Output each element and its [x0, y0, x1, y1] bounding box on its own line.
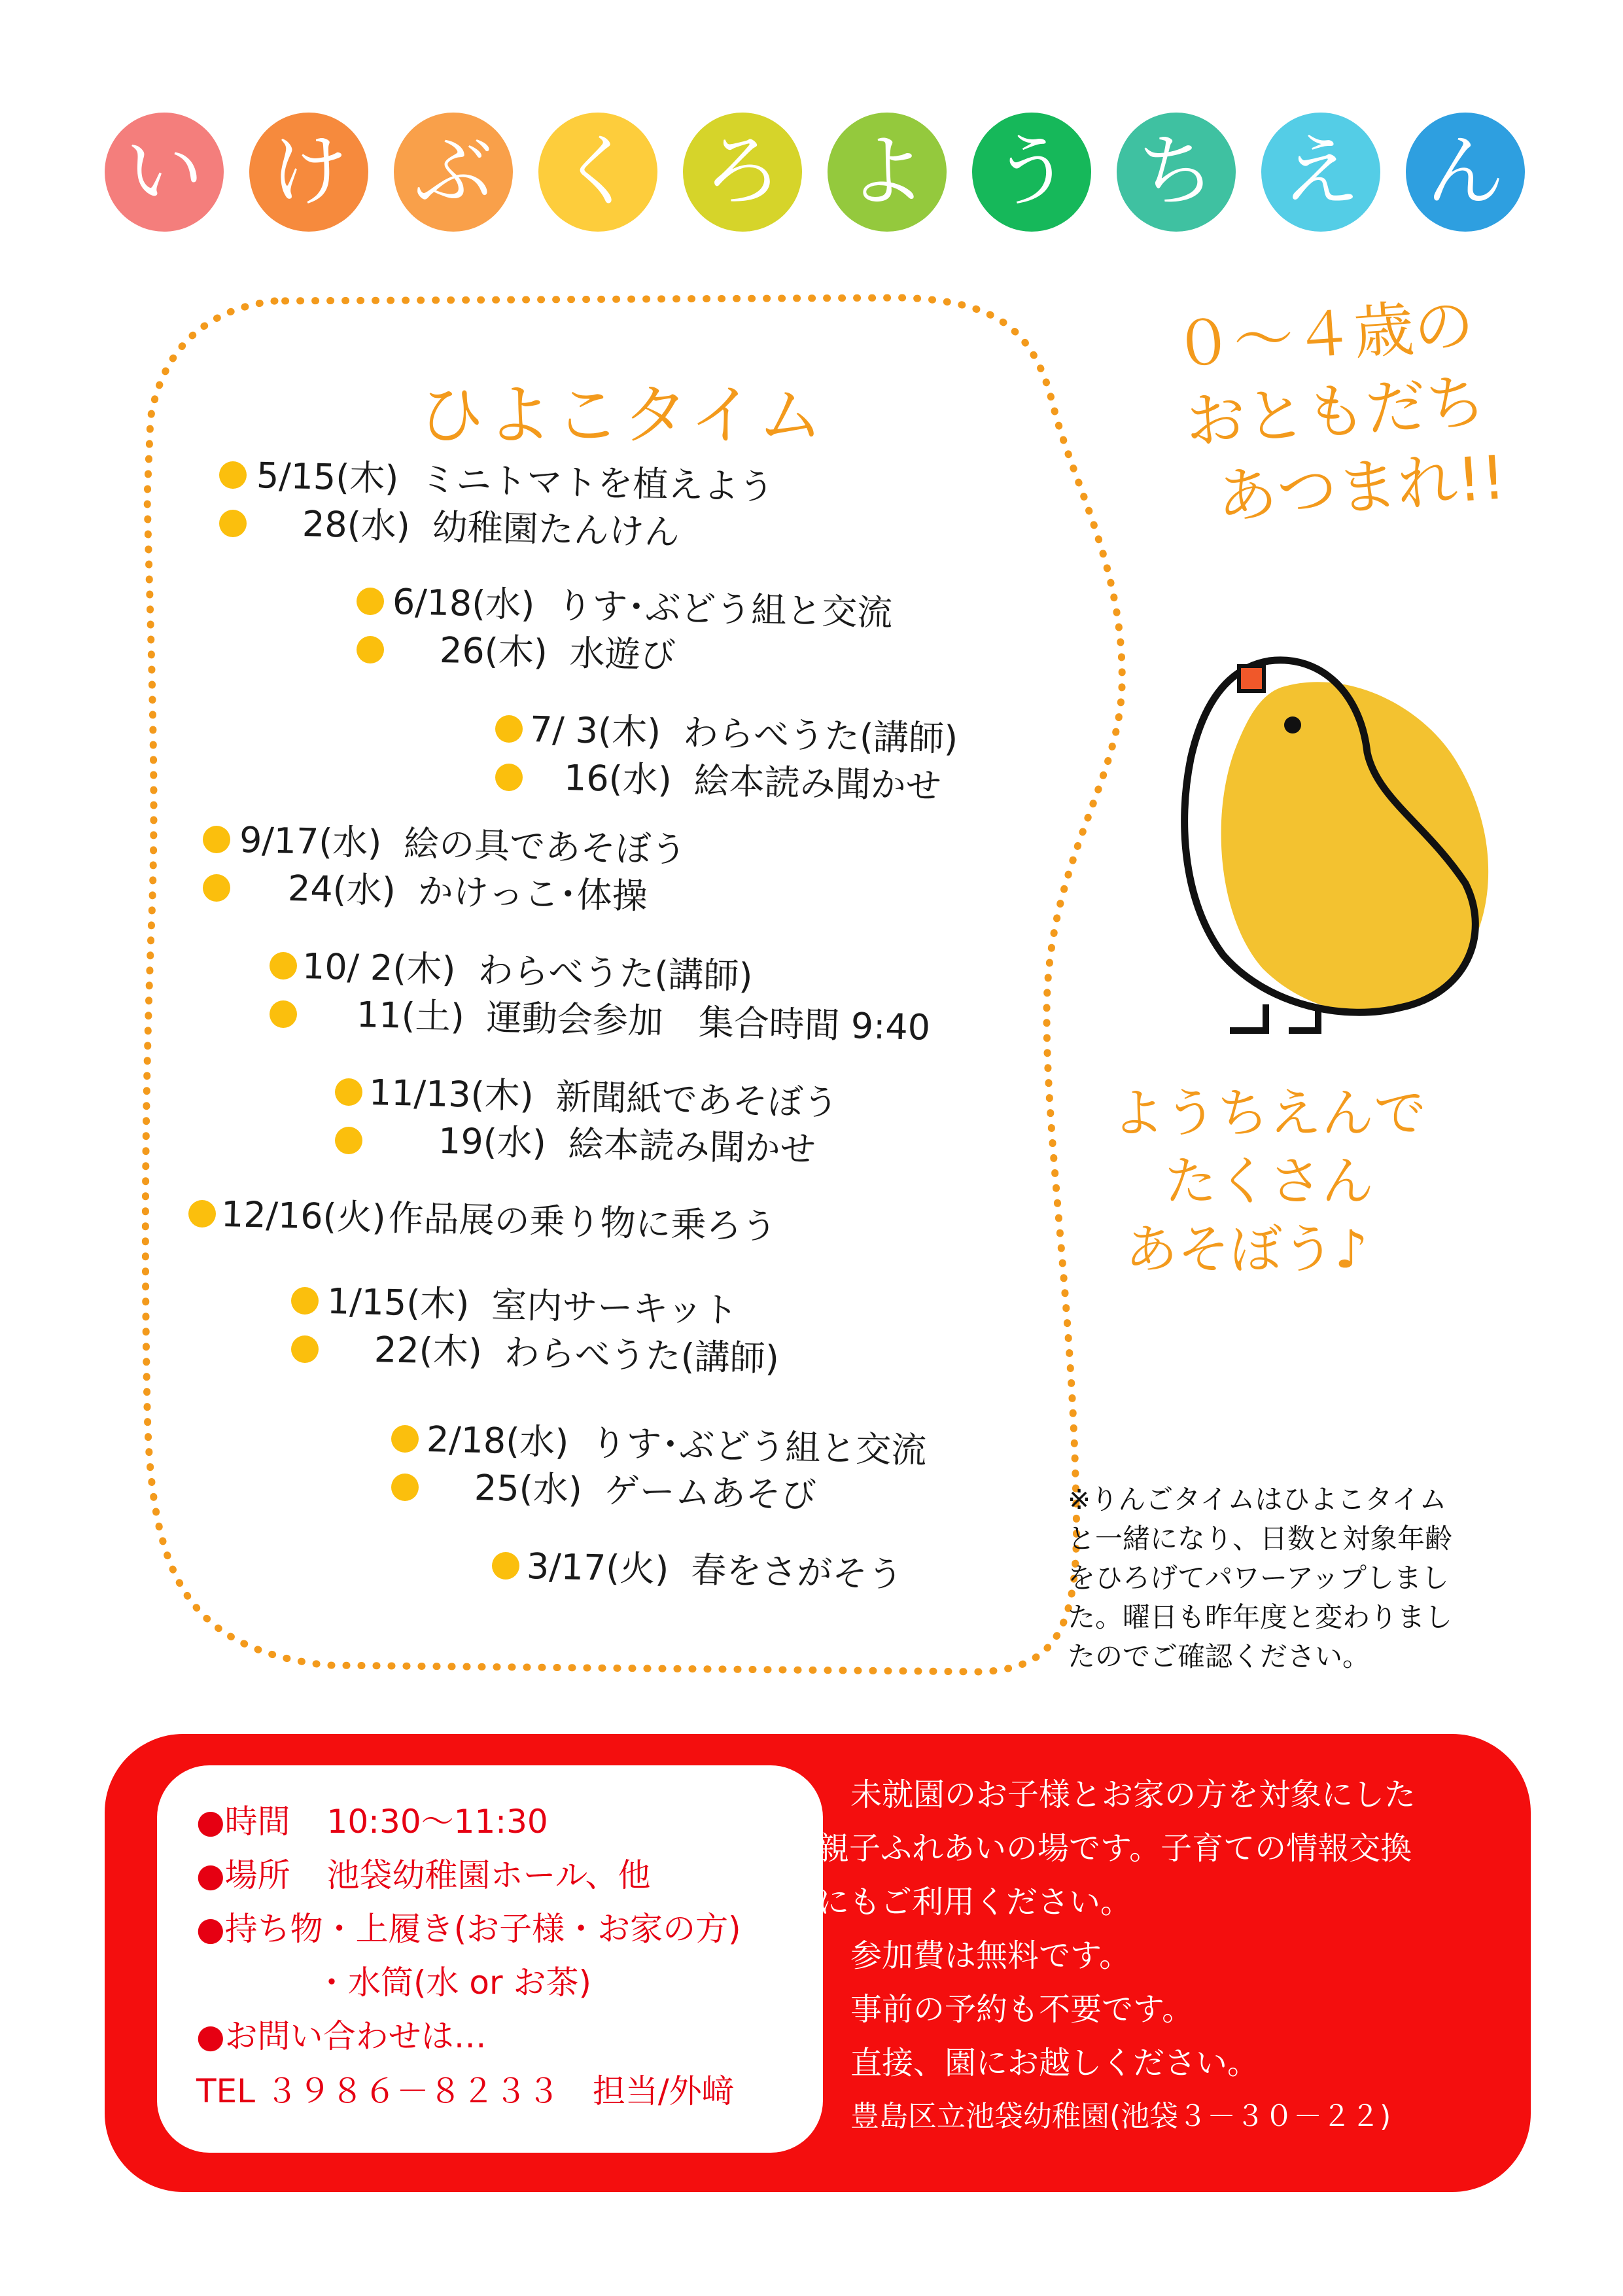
event-text: わらべうた(講師): [682, 712, 958, 760]
event-date: 7/ 3(木): [529, 709, 661, 753]
event-text: 幼稚園たんけん: [432, 506, 680, 554]
title-char-5: ろ: [683, 113, 802, 232]
event-text: 絵の具であそぼう: [403, 822, 687, 871]
info-place-value: 池袋幼稚園ホール、他: [326, 1856, 651, 1894]
event-date: 11(土): [356, 994, 465, 1038]
info-time-label: ●時間: [196, 1803, 290, 1841]
event-text: 室内サーキット: [491, 1284, 739, 1332]
event-text: ミニトマトを植えよう: [420, 458, 775, 508]
event-item: [526, 1544, 903, 1598]
note-text: [1068, 1480, 1499, 1676]
event-item: [474, 1465, 816, 1519]
info-panel: [105, 1734, 1531, 2192]
event-text: 運動会参加 集合時間 9:40: [486, 997, 931, 1048]
event-text: かけっこ･体操: [417, 870, 648, 917]
event-date: 11/13(木): [368, 1072, 534, 1117]
description: [818, 1768, 1511, 2144]
event-item: [302, 944, 753, 1000]
catchphrase-top: [1171, 285, 1508, 539]
description-line: 事前の予約も不要です。: [850, 1991, 1194, 2028]
event-date: 22(木): [374, 1329, 483, 1373]
catchphrase-bottom: [1112, 1080, 1426, 1284]
event-bullet: [391, 1474, 419, 1501]
note-line: と一緒になり、日数と対象年齢: [1068, 1523, 1453, 1555]
event-bullet: [188, 1200, 216, 1227]
event-date: 16(水): [563, 757, 672, 801]
event-bullet: [270, 1000, 297, 1028]
info-tel: TEL ３９８６－８２３３ 担当/外﨑: [196, 2072, 735, 2110]
catchphrase-line: おともだち: [1183, 366, 1488, 457]
description-line: 参加費は無料です。: [850, 1937, 1131, 1974]
event-date: 26(木): [439, 629, 548, 673]
title-char-10: ん: [1406, 113, 1525, 232]
event-item: [239, 817, 687, 873]
info-items-label: ●持ち物・: [196, 1910, 356, 1948]
description-line: 親子ふれあいの場です。子育ての情報交換: [818, 1830, 1412, 1867]
title-char-3: ぶ: [394, 113, 513, 232]
event-bullet: [357, 588, 384, 615]
description-line: 直接、園にお越しください。: [850, 2045, 1259, 2081]
event-date: 1/15(木): [326, 1280, 470, 1325]
title-row: [0, 0, 1623, 236]
event-bullet: [335, 1127, 362, 1154]
event-date: 3/17(火): [526, 1545, 670, 1590]
description-line: 未就園のお子様とお家の方を対象にした: [850, 1776, 1416, 1813]
event-text: わらべうた(講師): [504, 1332, 780, 1380]
event-text: りす･ぶどう組と交流: [556, 584, 893, 634]
title-char-7: う: [972, 113, 1091, 232]
description-line: にもご利用ください。: [818, 1884, 1132, 1920]
event-item: [374, 1327, 779, 1382]
schedule-heading: ひよこタイム: [419, 377, 826, 453]
event-date: 25(水): [474, 1467, 583, 1511]
title-char-2: け: [249, 113, 368, 232]
event-bullet: [291, 1335, 319, 1363]
title-char-1: い: [105, 113, 224, 232]
event-item: [287, 866, 648, 919]
event-text: ゲームあそび: [604, 1470, 817, 1516]
event-item: [220, 1192, 777, 1250]
description-line: 豊島区立池袋幼稚園(池袋３－３０－２２): [850, 2100, 1391, 2133]
event-item: [563, 755, 941, 809]
event-date: 10/ 2(木): [302, 945, 457, 991]
event-date: 9/17(水): [239, 819, 383, 864]
event-date: 6/18(水): [392, 581, 536, 626]
event-date: 5/15(木): [256, 455, 400, 499]
event-bullet: [219, 510, 247, 537]
event-text: 春をさがそう: [690, 1549, 903, 1596]
info-items-2: ・水筒(水 or お茶): [315, 1964, 591, 2002]
catchphrase-line: あそぼう♪: [1125, 1219, 1369, 1280]
event-bullet: [203, 826, 230, 853]
title-char-4: く: [538, 113, 657, 232]
event-bullet: [391, 1425, 419, 1453]
event-text: わらべうた(講師): [477, 949, 754, 997]
event-date: 28(水): [302, 503, 411, 547]
event-bullet: [291, 1287, 319, 1315]
event-date: 2/18(水): [426, 1419, 570, 1463]
event-bullet: [492, 1552, 519, 1580]
chick-illustration: [1151, 628, 1544, 1047]
event-bullet: [219, 461, 247, 489]
note-line: をひろげてパワーアップしまし: [1068, 1562, 1449, 1594]
event-bullet: [495, 764, 523, 791]
event-text: 水遊び: [569, 632, 676, 677]
info-box: [157, 1765, 823, 2153]
event-text: 絵本読み聞かせ: [568, 1123, 816, 1171]
title-char-9: え: [1261, 113, 1380, 232]
event-item: [356, 992, 931, 1051]
info-items-value: 上履き(お子様・お家の方): [355, 1910, 741, 1948]
info-place: [196, 1849, 651, 1901]
event-item: [302, 501, 680, 556]
title-char-6: よ: [828, 113, 947, 232]
note-line: た。曜日も昨年度と変わりまし: [1068, 1601, 1453, 1633]
event-date: 12/16(火): [220, 1193, 387, 1239]
info-items: [196, 1903, 741, 1955]
event-item: [326, 1279, 739, 1333]
event-date: 24(水): [287, 868, 396, 911]
event-bullet: [495, 715, 523, 743]
event-bullet: [357, 636, 384, 663]
catchphrase-line: ０～４歳の: [1171, 289, 1476, 381]
note-line: たのでご確認ください。: [1068, 1640, 1370, 1672]
event-text: 作品展の乗り物に乗ろう: [387, 1197, 778, 1248]
catchphrase-line: たくさん: [1164, 1151, 1374, 1212]
info-time-value: 10:30～11:30: [326, 1803, 548, 1841]
catchphrase-line: ようちえんで: [1112, 1083, 1426, 1144]
event-bullet: [270, 952, 297, 980]
event-text: りす･ぶどう組と交流: [590, 1422, 927, 1472]
event-item: [439, 627, 676, 679]
info-contact: ●お問い合わせは…: [196, 2017, 487, 2055]
info-place-label: ●場所: [196, 1856, 290, 1894]
event-item: [438, 1118, 816, 1173]
event-bullet: [203, 874, 230, 902]
event-item: [529, 707, 958, 762]
catchphrase-line: あつまれ!!: [1214, 442, 1508, 533]
title-char-8: ち: [1117, 113, 1236, 232]
event-text: 絵本読み聞かせ: [693, 760, 942, 807]
event-bullet: [335, 1078, 362, 1106]
note-line: ※りんごタイムはひよこタイム: [1068, 1483, 1447, 1515]
event-date: 19(水): [438, 1120, 547, 1164]
event-text: 新聞紙であそぼう: [555, 1076, 839, 1124]
info-time: [196, 1795, 548, 1848]
